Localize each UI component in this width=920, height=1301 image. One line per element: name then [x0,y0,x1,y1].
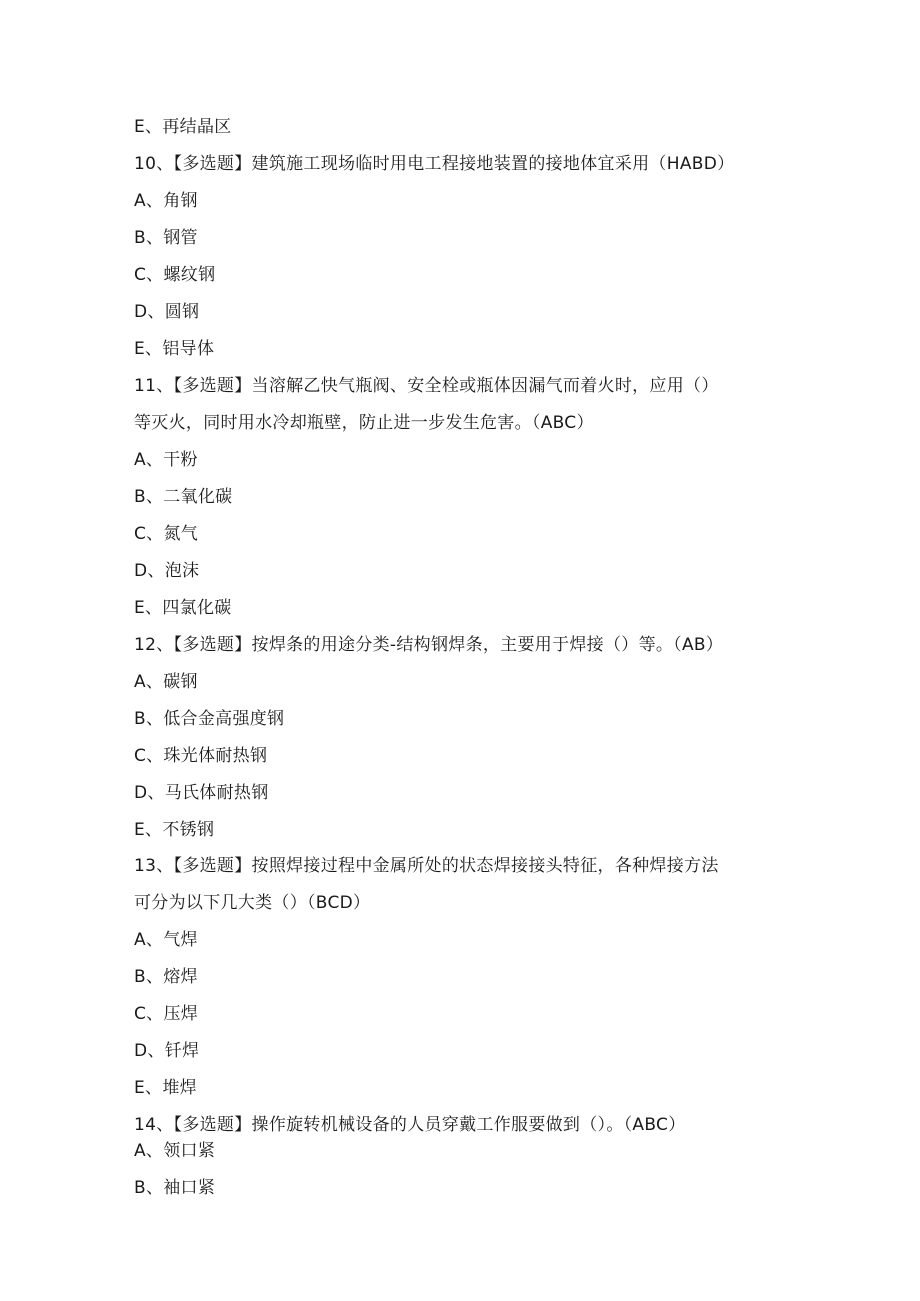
option-b: B、低合金高强度钢 [134,709,285,729]
option-a: A、碳钢 [134,672,198,692]
question-13: 13、【多选题】按照焊接过程中金属所处的状态焊接接头特征，各种焊接方法 [134,856,719,876]
question-11-continued: 等灭火，同时用水冷却瓶壁，防止进一步发生危害。（ABC） [134,413,594,433]
question-11: 11、【多选题】当溶解乙快气瓶阀、安全栓或瓶体因漏气而着火时，应用（） [134,376,719,396]
option-c: C、压焊 [134,1004,199,1024]
option-d: D、马氏体耐热钢 [134,783,269,803]
option-b: B、袖口紧 [134,1178,216,1198]
option-a: A、气焊 [134,930,198,950]
option-e: E、不锈钢 [134,820,215,840]
question-12: 12、【多选题】按焊条的用途分类-结构钢焊条，主要用于焊接（）等。（AB） [134,635,724,655]
option-b: B、熔焊 [134,967,198,987]
option-c: C、氮气 [134,524,199,544]
option-e: E、再结晶区 [134,117,232,137]
option-a: A、角钢 [134,191,198,211]
question-10: 10、【多选题】建筑施工现场临时用电工程接地装置的接地体宜采用（HABD） [134,154,735,174]
option-d: D、圆钢 [134,302,200,322]
option-e: E、四氯化碳 [134,598,232,618]
option-c: C、螺纹钢 [134,265,216,285]
option-e: E、铝导体 [134,339,215,359]
option-a: A、领口紧 [134,1141,216,1161]
option-d: D、钎焊 [134,1041,200,1061]
option-b: B、钢管 [134,228,198,248]
question-13-continued: 可分为以下几大类（）（BCD） [134,893,371,913]
option-d: D、泡沫 [134,561,200,581]
option-a: A、干粉 [134,450,198,470]
question-14: 14、【多选题】操作旋转机械设备的人员穿戴工作服要做到（）。（ABC） [134,1115,686,1135]
option-b: B、二氧化碳 [134,487,233,507]
option-e: E、堆焊 [134,1078,197,1098]
option-c: C、珠光体耐热钢 [134,746,268,766]
